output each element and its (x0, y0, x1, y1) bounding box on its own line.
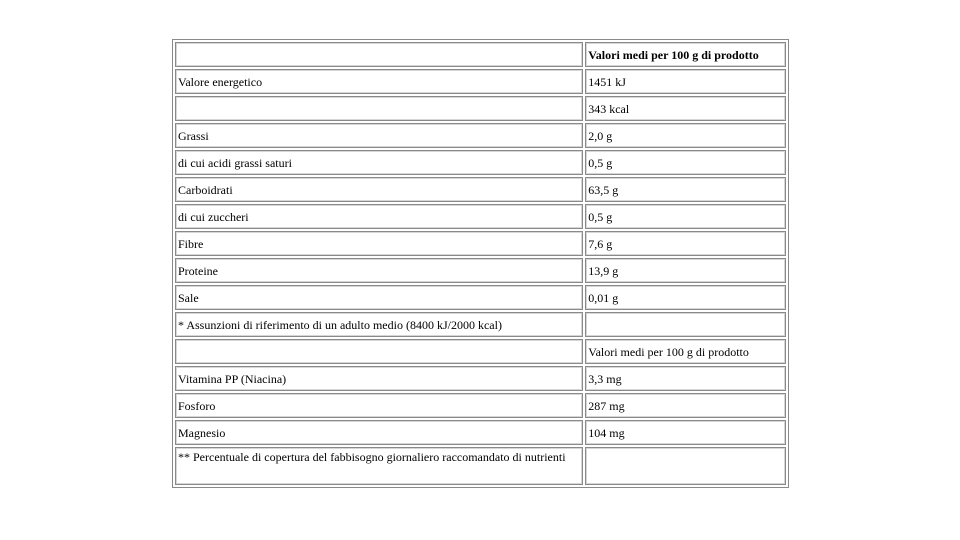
row-value-cell: 0,5 g (585, 150, 786, 175)
table-row (175, 447, 786, 485)
row-label-cell: Valore energetico (175, 69, 583, 94)
table-row (175, 69, 786, 94)
row-value-cell: 0,5 g (585, 204, 786, 229)
row-value-cell: 1451 kJ (585, 69, 786, 94)
nutrition-table-body (175, 42, 786, 485)
row-label-cell: Grassi (175, 123, 583, 148)
row-label-cell (175, 339, 583, 364)
table-row (175, 339, 786, 364)
table-row (175, 177, 786, 202)
row-label-cell: Vitamina PP (Niacina) (175, 366, 583, 391)
table-row (175, 150, 786, 175)
table-row (175, 420, 786, 445)
row-label-cell: Magnesio (175, 420, 583, 445)
row-value-cell: 343 kcal (585, 96, 786, 121)
row-value-cell (585, 447, 786, 485)
row-label-cell: di cui acidi grassi saturi (175, 150, 583, 175)
table-row (175, 312, 786, 337)
column-header-cell: Valori medi per 100 g di prodotto (585, 42, 786, 67)
row-value-cell: 7,6 g (585, 231, 786, 256)
row-label-cell: Fosforo (175, 393, 583, 418)
row-value-cell: 104 mg (585, 420, 786, 445)
table-row (175, 204, 786, 229)
row-label-cell (175, 96, 583, 121)
row-value-cell: 63,5 g (585, 177, 786, 202)
row-label-cell: di cui zuccheri (175, 204, 583, 229)
row-value-cell (585, 312, 786, 337)
table-row (175, 393, 786, 418)
row-label-cell: Sale (175, 285, 583, 310)
row-label-cell: Carboidrati (175, 177, 583, 202)
column-header-cell: Valori medi per 100 g di prodotto (585, 339, 786, 364)
table-row (175, 96, 786, 121)
row-value-cell: 3,3 mg (585, 366, 786, 391)
row-value-cell: 13,9 g (585, 258, 786, 283)
table-row (175, 285, 786, 310)
footnote-cell: ** Percentuale di copertura del fabbisogno giornaliero raccomandato di nutrienti (175, 447, 583, 485)
nutrition-facts-table (172, 39, 789, 488)
footnote-cell: * Assunzioni di riferimento di un adulto medio (8400 kJ/2000 kcal) (175, 312, 583, 337)
row-value-cell: 2,0 g (585, 123, 786, 148)
table-row (175, 123, 786, 148)
row-label-cell: Fibre (175, 231, 583, 256)
row-value-cell: 0,01 g (585, 285, 786, 310)
table-row (175, 366, 786, 391)
row-label-cell (175, 42, 583, 67)
row-value-cell: 287 mg (585, 393, 786, 418)
table-row (175, 231, 786, 256)
row-label-cell: Proteine (175, 258, 583, 283)
table-row (175, 258, 786, 283)
table-row (175, 42, 786, 67)
